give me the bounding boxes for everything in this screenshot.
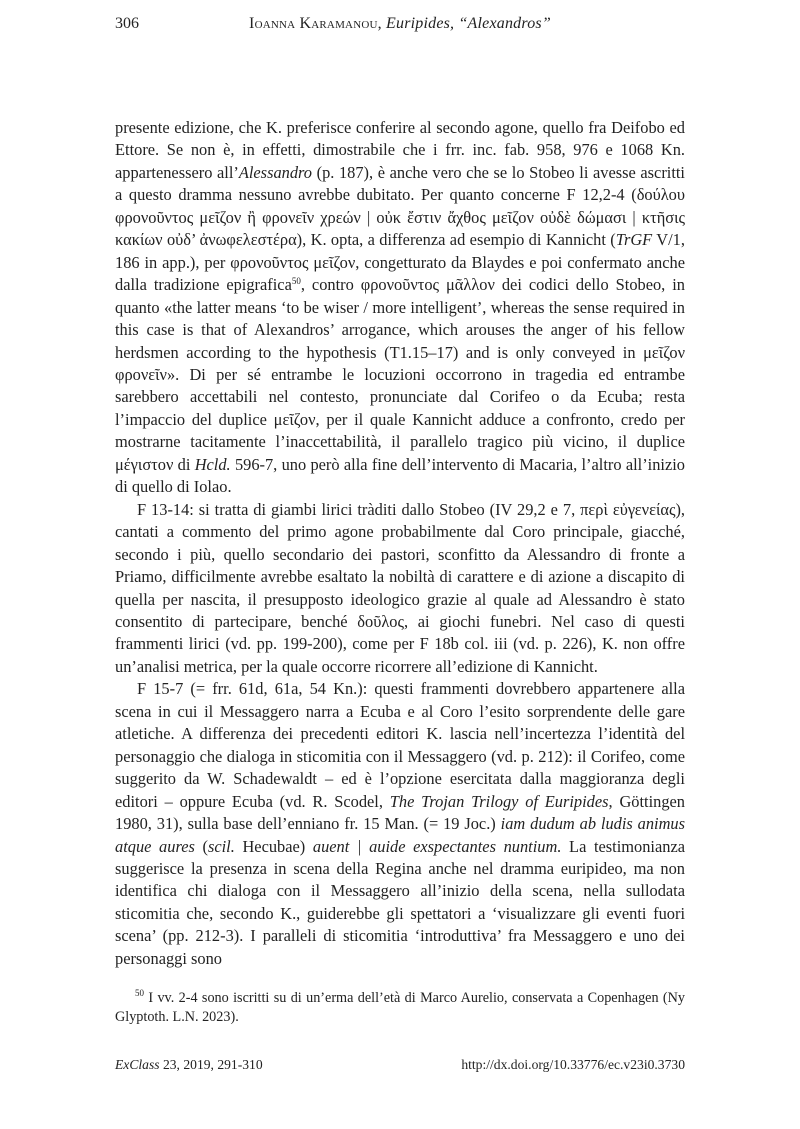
footnote [115, 989, 685, 1027]
paragraph [115, 499, 685, 679]
page-number: 306 [115, 15, 139, 32]
italic-text: TrGF [615, 230, 653, 250]
citation-details: 23, 2019, 291-310 [159, 1057, 263, 1072]
running-title [115, 15, 685, 33]
text-run: F 15-7 (= frr. 61d, 61a, 54 Kn.): questi frammenti dovrebbero appartenere alla scena in cui il Messaggero narra a Ecuba e al Coro l’esito sorprendente delle gare atletiche. A differenza dei precedenti editori K. lascia nell’incertezza l’identità del personaggio che dialoga in sticomitia con il Messaggero (vd. p. 212): il Corifeo, come suggerito da W. Schadewaldt – ed è l’opzione esercitata dalla maggioranza degli editori – oppure Ecuba (vd. R. Scodel, [115, 679, 685, 811]
running-header [115, 15, 685, 39]
doi-link[interactable]: http://dx.doi.org/10.33776/ec.v23i0.3730 [461, 1057, 685, 1072]
text-run: 596-7, uno però alla fine dell’intervento di Macaria, l’altro all’inizio di quello di Iolao. [115, 454, 685, 497]
italic-text: Hcld. [194, 454, 231, 474]
text-run: presente edizione, che K. preferisce conferire al secondo agone, quello fra Deifobo ed Ettore. Se non è, in effetti, dimostrabile che i frr. inc. fab. 958, 976 e 1068 Kn. appartenessero all’ [115, 118, 685, 182]
paragraph [115, 678, 685, 970]
work-title: Euripides, “Alexandros” [386, 15, 551, 32]
italic-text: The Trojan Trilogy of Euripides [389, 791, 609, 811]
footnote-ref: 50 [291, 276, 301, 287]
main-text [115, 117, 685, 970]
footnote-text: I vv. 2-4 sono iscritti su di un’erma dell’età di Marco Aurelio, conservata a Copenhagen (Ny Glyptoth. L.N. 2023). [115, 990, 685, 1025]
text-run: ( [194, 836, 208, 856]
text-run: , contro φρονοῦντος μᾶλλον dei codici dello Stobeo, in quanto «the latter means ‘to be wiser / more intelligent’, whereas the sense required in this case is that of Alexandros’ arrogance, which arouses the anger of his fellow herdsmen according to the hypothesis (T1.15–17) and is only conveyed in μεῖζον φρονεῖν». Di per sé entrambe le locuzioni occorrono in tragedia ed entrambe sarebbero accettabili nel contesto, pronunciate dal Corifeo o da Ecuba; resta l’impaccio del duplice μεῖζον, per il quale Kannicht adduce a confronto, credo per mostrarne tacitamente l’inaccettabilità, il parallelo tragico più vicino, il duplice μέγιστον di [115, 275, 685, 474]
text-run: (p. 187), è anche vero che se lo Stobeo li avesse ascritti a questo dramma nessuno avrebbe dubitato. Per quanto concerne F 12,2-4 (δούλου φρονοῦντος μεῖζον ἢ φρονεῖν χρεών | οὐκ ἔστιν ἄχθος μεῖζον οὐδὲ δώμασι | κτῆσις κακίων οὐδ’ ἀνωφελεστέρα), K. opta, a differenza ad esempio di Kannicht ( [115, 162, 685, 250]
italic-text: auent | auide exspectantes nuntium. [312, 836, 562, 856]
journal-name: ExClass [115, 1057, 160, 1072]
text-run: V/1, 186 in app.), per φρονοῦντος μεῖζον, congetturato da Blaydes e poi confermato anche dalla tradizione epigrafica [115, 230, 685, 295]
text-run: Hecubae) [234, 836, 313, 856]
italic-text: scil. [207, 836, 235, 856]
footnote-number: 50 [135, 988, 144, 998]
italic-text: iam dudum ab ludis animus atque aures [115, 814, 686, 856]
author-name: Ioanna Karamanou, [249, 15, 387, 32]
italic-text: Alessandro [238, 162, 312, 182]
text-run: , Göttingen 1980, 31), sulla base dell’enniano fr. 15 Man. (= 19 Joc.) [115, 791, 686, 834]
journal-citation [115, 1057, 263, 1073]
paragraph [115, 117, 685, 499]
text-run: F 13-14: si tratta di giambi lirici tràditi dallo Stobeo (IV 29,2 e 7, περὶ εὐγενείας), cantati a commento del primo agone probabilmente dal Coro principale, giacché, secondo i più, quello secondario dei pastori, sconfitto da Alessandro di fronte a Priamo, difficilmente avrebbe esaltato la nobiltà di carattere e di azione a discapito di quella per nascita, il presupposto ideologico grazie al quale ad Alessandro è stato consentito di partecipare, benché δοῦλος, ai giochi funebri. Nel caso di questi frammenti lirici (vd. pp. 199-200), come per F 18b col. iii (vd. p. 226), K. non offre un’analisi metrica, per la quale occorre ricorrere all’edizione di Kannicht. [115, 499, 685, 676]
text-run: La testimonianza suggerisce la presenza in scena della Regina anche nel dramma euripideo, ma non identifica chi dialoga con il Messaggero all’inizio della scena, nella sullodata sticomitia che, secondo K., guiderebbe gli spettatori a ‘visualizzare gli eventi fuori scena’ (pp. 212-3). I paralleli di sticomitia ‘introduttiva’ fra Messaggero e uno dei personaggi sono [115, 836, 686, 968]
